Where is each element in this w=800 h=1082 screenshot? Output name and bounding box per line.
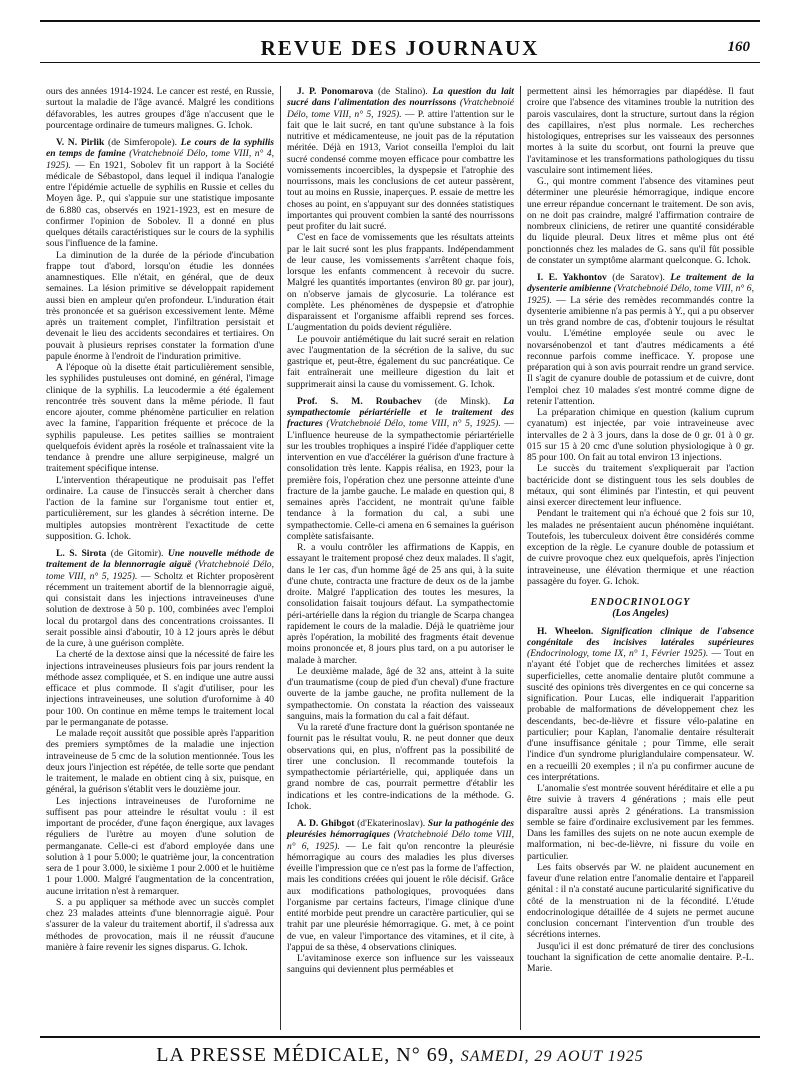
journal-name: LA PRESSE MÉDICALE, N° 69,	[156, 1044, 455, 1066]
article-roubachev: Prof. S. M. Roubachev (de Minsk). La sympathectomie périartérielle et le traitement des fractures (Vratchebnoié Délo, tome VIII, n° 5, 1925). — L'influence heureuse de la sympathectomie périartérielle sur les troubles trophiques a inspiré l'idée d'appliquer cette intervention en vue d'accélérer la guérison d'une fracture à consolidation très lente. Kappis réalisa, en 1923, pour la première fois, l'opération chez une personne atteinte d'une fracture de la jambe gauche. Le malade en question qui, 8 semaines après l'accident, ne montrait qu'une faible tendance à la formation du cal, a subi une sympathectomie. Celle-ci amena en 6 semaines la guérison complète satisfaisante.	[287, 395, 515, 542]
signature: G. Ichok.	[95, 530, 132, 542]
signature: G. Ichok.	[714, 254, 751, 266]
article-source: (Vratchebnoié Délo, tome VIII, n° 5, 1925).	[46, 559, 274, 582]
paragraph: permettent ainsi les hémorragies par diapédèse. Il faut croire que l'absence des vitamines trouble la nutrition des parois vasculaires, dont la structure, surtout dans la région des capillaires, n'est plus normale. Les recherches histologiques, entreprises sur les vaisseaux des personnes mortes à la suite du scorbut, ont fourni la preuve que l'avitaminose et les transformations pathologiques du tissu vasculaire sont intimement liées.	[527, 86, 754, 176]
issue-date: SAMEDI, 29 AOUT 1925	[460, 1048, 644, 1065]
page-title: REVUE DES JOURNAUX	[260, 36, 540, 60]
article-title: Le cours de la syphilis en temps de famine	[46, 137, 275, 160]
page-header	[40, 20, 760, 64]
signature: G. Ichok.	[603, 575, 640, 587]
article-author: V. N. Pirlik	[56, 137, 105, 148]
signature: G. Ichok.	[287, 789, 515, 812]
article-source: (Vratchebnoié Délo, tome VIII, n° 6, 1925).	[527, 283, 755, 306]
article-pirlik: V. N. Pirlik (de Simferopole). Le cours de la syphilis en temps de famine (Vratchebnoié Délo, tome VIII, n° 4, 1925). — En 1921, Sobolev fit un rapport à la Société médicale de Sébastopol, dans lequel il indiqua l'analogie entre l'épidémie actuelle de syphilis en Russie et celles du Moyen âge. P., qui s'appuie sur une statistique imposante de 6.880 cas, observés en 1921-1923, est en mesure de confirmer l'opinion de Sobolev. Il a donné en plus quelques détails caractéristiques sur le cours de la syphilis sous l'influence de la famine.	[46, 137, 275, 250]
article-source: (Vratchebnoié Délo, tome VIII, n° 5, 1925).	[287, 97, 514, 120]
footer-rule	[40, 1036, 760, 1038]
column-1	[40, 86, 280, 1030]
article-source: (Vratchebnoié Délo, tome VIII, n° 4, 1925).	[46, 148, 274, 171]
article-title: La question du lait sucré dans l'alimentation des nourrissons	[287, 86, 514, 109]
paragraph: Le deuxième malade, âgé de 32 ans, atteint à la suite d'un traumatisme (coup de pied d'un cheval) d'une fracture ouverte de la jambe gauche, ne profita nullement de la sympathectomie. On constata la réaction des vaisseaux sanguins, mais la formation du cal a fait défaut.	[287, 665, 514, 722]
paragraph: La cherté de la dextose ainsi que la nécessité de faire les injections intraveineuses plusieurs fois par jours rendent la méthode assez compliquée, et S. en indique une autre aussi efficace et plus commode. Il s'agit d'utiliser, pour les injections intraveineuses, une solution d'urofornime à 40 pour 100. On continue en même temps le traitement local par le permanganate de potasse.	[46, 649, 274, 728]
article-author: Prof. S. M. Roubachev	[297, 395, 422, 407]
article-title: La sympathectomie périartérielle et le traitement des fractures	[287, 395, 515, 430]
paragraph: Vu la rareté d'une fracture dont la guérison spontanée ne fournit pas le résultat voulu, R. ne peut donner que deux observations qui, en plus, n'offrent pas la possibilité de tirer une conclusion. Il recommande toutefois la sympathectomie périartérielle, qui, appliquée dans un grand nombre de cas, pourrait permettre d'établir les indications et les contre-indications de la méthode. G. Ichok.	[287, 722, 515, 812]
page-number: 160	[727, 39, 750, 55]
signature: P.-L. Marie.	[527, 951, 754, 974]
article-source: (Vratchebnoié Délo, tome VIII, n° 5, 1925).	[326, 418, 501, 430]
article-title: Le traitement de la dysenterie amibienne	[527, 272, 754, 295]
paragraph: Le malade reçoit aussitôt que possible après l'apparition des premiers symptômes de la maladie une injection intraveineuse de 5 cmc de la solution mentionnée. Tous les deux jours l'injection est répétée, de telle sorte que pendant le traitement, le malade en obtient cinq à six, puisque, en général, la guérison s'établit vers le douzième jour.	[46, 728, 274, 796]
article-author: L. S. Sirota	[56, 548, 107, 559]
footer-line	[40, 1044, 760, 1067]
column-2	[280, 86, 520, 1030]
article-title: Signification clinique de l'absence congénitale des incisives latérales supérieures	[527, 625, 754, 648]
page-footer	[40, 1036, 760, 1072]
paragraph: S. a pu appliquer sa méthode avec un succès complet chez 23 malades atteints d'une blennorragie aiguë. Pour s'assurer de la valeur du traitement abortif, il s'adressa aux méthodes de provocation, mais il ne réussit d'aucune manière à faire revenir les signes disparus. G. Ichok.	[46, 896, 274, 953]
article-title: Une nouvelle méthode de traitement de la blennorragie aiguë	[46, 548, 274, 571]
paragraph: Les injections intraveineuses de l'urofornime ne suffisent pas pour atteindre le résultat voulu : il est important de procéder, d'une façon énergique, aux lavages réguliers de l'urètre au moyen d'une solution de permanganate. Celle-ci est d'abord employée dans une solution à 1 pour 5.000; le quatrième jour, la concentration sera de 1 pour 3.000, le sixième 1 pour 2.000 et le huitième 1 pour 1.000. Malgré l'augmentation de la concentration, aucune irritation n'est à remarquer.	[46, 795, 274, 897]
paragraph: La diminution de la durée de la période d'incubation frappe tout d'abord, lorsqu'on étudie les données anamnestiques. Elle n'était, en général, que de deux semaines. La lésion primitive se développait rapidement aussi bien en ampleur qu'en profondeur. L'induration était très prononcée et sa guérison excessivement lente. Même après un traitement complet, l'infiltration persistait et devenait le lieu des accidents secondaires et tertiaires. On pouvait à plusieurs reprises constater la formation d'une papule énorme à l'endroit de l'induration primitive.	[46, 249, 274, 362]
article-ghibgot: A. D. Ghibgot (d'Ekaterinoslav). Sur la pathogénie des pleurésies hémorragiques (Vratchebnoié Délo tome VIII, n° 6, 1925). — Le fait qu'on rencontre la pleurésie hémorragique au cours des maladies les plus diverses éveille l'impression que ce n'est pas la forme de l'affection, mais les conditions créées qui jouent le rôle décisif. Grâce aux modifications pathologiques, provoquées dans l'organisme par certains facteurs, l'image clinique d'une entité morbide peut prendre un caractère particulier, qui se trahit par une pleurésie hémorragique. G. met, à ce point de vue, en valeur l'importance des vitamines, et il cite, à l'appui de sa thèse, 4 observations cliniques.	[287, 818, 515, 953]
signature: G. Ichok.	[211, 941, 248, 953]
section-title: ENDOCRINOLOGY	[590, 597, 691, 608]
article-title: Sur la pathogénie des pleurésies hémorragiques	[287, 818, 515, 841]
paragraph: L'intervention thérapeutique ne produisait pas l'effet ordinaire. La cause de l'insuccès serait à chercher dans l'action de la famine sur l'organisme tout entier et, particulièrement, sur les glandes à sécrétion interne. De multiples autopsies montrèrent l'exactitude de cette supposition. G. Ichok.	[46, 474, 274, 542]
paragraph: G., qui montre comment l'absence des vitamines peut déterminer une pleurésie hémorragique, indique encore une erreur répandue concernant le traitement. De son avis, on ne doit pas craindre, malgré l'affirmation contraire de nombreux cliniciens, de retirer une quantité considérable du liquide pleural. Deux litres et même plus ont été ponctionnés chez les malades de G. sans qu'il fût possible de constater un symptôme alarmant quelconque. G. Ichok.	[527, 176, 754, 266]
signature: G. Ichok.	[458, 378, 495, 390]
paragraph: L'avitaminose exerce son influence sur les vaisseaux sanguins qui deviennent plus perméables et	[287, 953, 514, 976]
article-sirota: L. S. Sirota (de Gitomir). Une nouvelle méthode de traitement de la blennorragie aiguë (Vratchebnoié Délo, tome VIII, n° 5, 1925). — Scholtz et Richter proposèrent récemment un traitement abortif de la blennorragie aiguë, qui consistait dans les injections intraveineuses d'une solution de dextrose à 50 p. 100, combinées avec l'emploi local du protargol dans des concentrations croissantes. Il serait possible ainsi d'aboutir, 10 à 12 jours après le début de la cure, à une guérison complète.	[46, 548, 274, 649]
article-ponomarova: J. P. Ponomarova (de Stalino). La question du lait sucré dans l'alimentation des nourrissons (Vratchebnoié Délo, tome VIII, n° 5, 1925). — P. attire l'attention sur le fait que le lait sucré, en tant qu'une substance à la fois nutritive et médicamenteuse, ne jouit pas de la réputation méritée. Déjà en 1913, Variot conseilla l'emploi du lait sucré condensé comme moyen efficace pour combattre les vomissements incoercibles, la dyspepsie et l'atrophie des nourrissons, mais les conclusions de cet auteur passèrent, tout au moins en Russie, inaperçues. P. essaie de mettre les choses au point, en s'appuyant sur des données statistiques importantes qui prouvent combien la santé des nourrissons peut profiter du lait sucré.	[287, 86, 514, 232]
article-columns	[40, 86, 760, 1030]
header-rule-bottom	[40, 62, 760, 63]
section-subtitle: (Los Angeles)	[612, 608, 669, 620]
paragraph: Le succès du traitement s'expliquerait par l'action bactéricide dont se distinguent tous les sels doubles de métaux, qui sont éliminés par l'intestin, et qui peuvent ainsi exercer directement leur influence.	[527, 463, 754, 508]
article-continuation: ours des années 1914-1924. Le cancer est resté, en Russie, surtout la maladie de l'âge avancé. Malgré les conditions défavorables, les autres groupes d'âge n'accusent que le pourcentage ordinaire de tumeurs malignes. G. Ichok.	[46, 86, 274, 131]
article-wheelon: H. Wheelon. Signification clinique de l'absence congénitale des incisives latérales supérieures (Endocrinology, tome IX, n° 1, Février 1925). — Tout en n'ayant été l'objet que de recherches limitées et assez superficielles, cette anomalie dentaire plutôt commune a suscité des opinions très divergentes en ce qui concerne sa signification. Pour Lucas, elle indiquerait l'apparition probable de malformations de développement chez les descendants, bec-de-lièvre et fissure vélo-palatine en particulier; pour Kaplan, l'anomalie dentaire résulterait d'une insuffisance génitale ; pour Timme, elle serait l'indice d'un syndrome pluriglandulaire compensateur. W. en a recueilli 20 exemples ; il n'a pu confirmer aucune de ces interprétations.	[527, 625, 754, 783]
paragraph: Le pouvoir antiémétique du lait sucré serait en relation avec l'augmentation de la sécrétion de la salive, du suc gastrique et, peut-être, également du suc pancréatique. Ce fait entraînerait une meilleure digestion du lait et supprimerait ainsi la cause du vomissement. G. Ichok.	[287, 333, 514, 390]
column-3	[520, 86, 760, 1030]
paragraph: L'anomalie s'est montrée souvent héréditaire et elle a pu être suivie à travers 4 générations ; mais elle peut disparaître aussi après 2 générations. La transmission semble se faire d'ordinaire exclusivement par les femmes. Dans les familles des sujets on ne note aucun exemple de malformation, ni bec-de-lièvre, ni fissure du voile en particulier.	[527, 783, 754, 862]
header-rule-top	[40, 20, 760, 22]
signature: G. Ichok.	[216, 119, 253, 131]
article-yakhontov: I. E. Yakhontov (de Saratov). Le traitement de la dysenterie amibienne (Vratchebnoié Délo, tome VIII, n° 6, 1925). — La série des remèdes recommandés contre la dysenterie amibienne n'a pas permis à Y., qui a pu observer un très grand nombre de cas, d'obtenir toujours le résultat voulu. L'émétine employée seule ou avec le novarsénobenzol et tant d'autres médicaments a été reconnue parfois comme inefficace. Y. propose une préparation qui à son avis pourrait rendre un grand service. Il s'agit de cyanure double de potassium et de cuivre, dont l'emploi chez 10 malades s'est montré comme digne de retenir l'attention.	[527, 272, 755, 407]
paragraph: R. a voulu contrôler les affirmations de Kappis, en essayant le traitement proposé chez deux malades. Il s'agit, dans le 1er cas, d'un homme âgé de 25 ans qui, à la suite d'une chute, contracta une fracture de deux os de la jambe droite. Malgré l'application des toutes les mesures, la consolidation faisait toujours défaut. La sympathectomie péri-artérielle dans la région du triangle de Scarpa changea rapidement le cours de la maladie. Déjà le quatrième jour après l'opération, la mobilité des fragments était devenue moins prononcée et, 8 jours plus tard, on a pu autoriser le malade à marcher.	[287, 542, 514, 666]
paragraph: Les faits observés par W. ne plaident aucunement en faveur d'une relation entre l'anomalie dentaire et l'appareil génital : il n'a constaté aucune particularité significative du côté de la menstruation ni de la fécondité. L'étude endocrinologique détaillée de 4 sujets ne permet aucune conclusion concernant l'intervention d'un trouble des sécrétions internes.	[527, 861, 754, 941]
article-author: J. P. Ponomarova	[297, 86, 374, 97]
article-source: (Vratchebnoié Délo tome VIII, n° 6, 1925).	[287, 829, 514, 852]
article-author: H. Wheelon.	[537, 625, 594, 637]
paragraph: C'est en face de vomissements que les résultats atteints par le lait sucré sont les plus frappants. Indépendamment de leur cause, les vomissements s'arrêtent chaque fois, lorsque les enfants commencent à recevoir du sucre. Malgré les quantités importantes (environ 80 gr. par jour), on n'observe jamais de glycosurie. La tolérance est complète. Les phénomènes de dyspepsie et d'atrophie disparaissent et l'organisme affaibli reprend ses forces. L'augmentation du poids devient régulière.	[287, 232, 514, 334]
article-author: A. D. Ghibgot	[297, 818, 355, 829]
paragraph: A l'époque où la disette était particulièrement sensible, les syphilides pustuleuses ont dominé, en général, l'image clinique de la syphilis. La leucodermie a été également rencontrée très souvent dans la même période. Il faut encore ajouter, comme phénomène particulier en relation avec la famine, l'apparition fréquente et précoce de la syphilis papuleuse. Les petites saillies se montraient quelquefois évident après la roséole et traînassaient vite la tendance à prendre une allure serpigineuse, malgré un traitement spécifique intense.	[46, 362, 274, 475]
paragraph: Jusqu'ici il est donc prématuré de tirer des conclusions touchant la signification de cette anomalie dentaire. P.-L. Marie.	[527, 940, 754, 974]
article-source: (Endocrinology, tome IX, n° 1, Février 1925).	[527, 648, 709, 659]
article-author: I. E. Yakhontov	[537, 272, 607, 283]
paragraph: La préparation chimique en question (kalium cuprum cyanatum) est injectée, par voie intraveineuse avec intervalles de 2 à 3 jours, dans la dose de 0 gr. 01 à 0 gr. 015 sur 15 à 20 cmc d'une solution physiologique à 0 gr. 85 pour 100. On fait au total environ 13 injections.	[527, 407, 754, 463]
paragraph: Pendant le traitement qui n'a échoué que 2 fois sur 10, les malades ne présentaient aucun phénomène inquiétant. Toutefois, les tuberculeux doivent être considérés comme exception de la règle. Le cyanure double de potassium et de cuivre provoque chez eux quelquefois, après l'injection intraveineuse, une élévation thermique et une réaction passagère du foyer. G. Ichok.	[527, 508, 754, 587]
